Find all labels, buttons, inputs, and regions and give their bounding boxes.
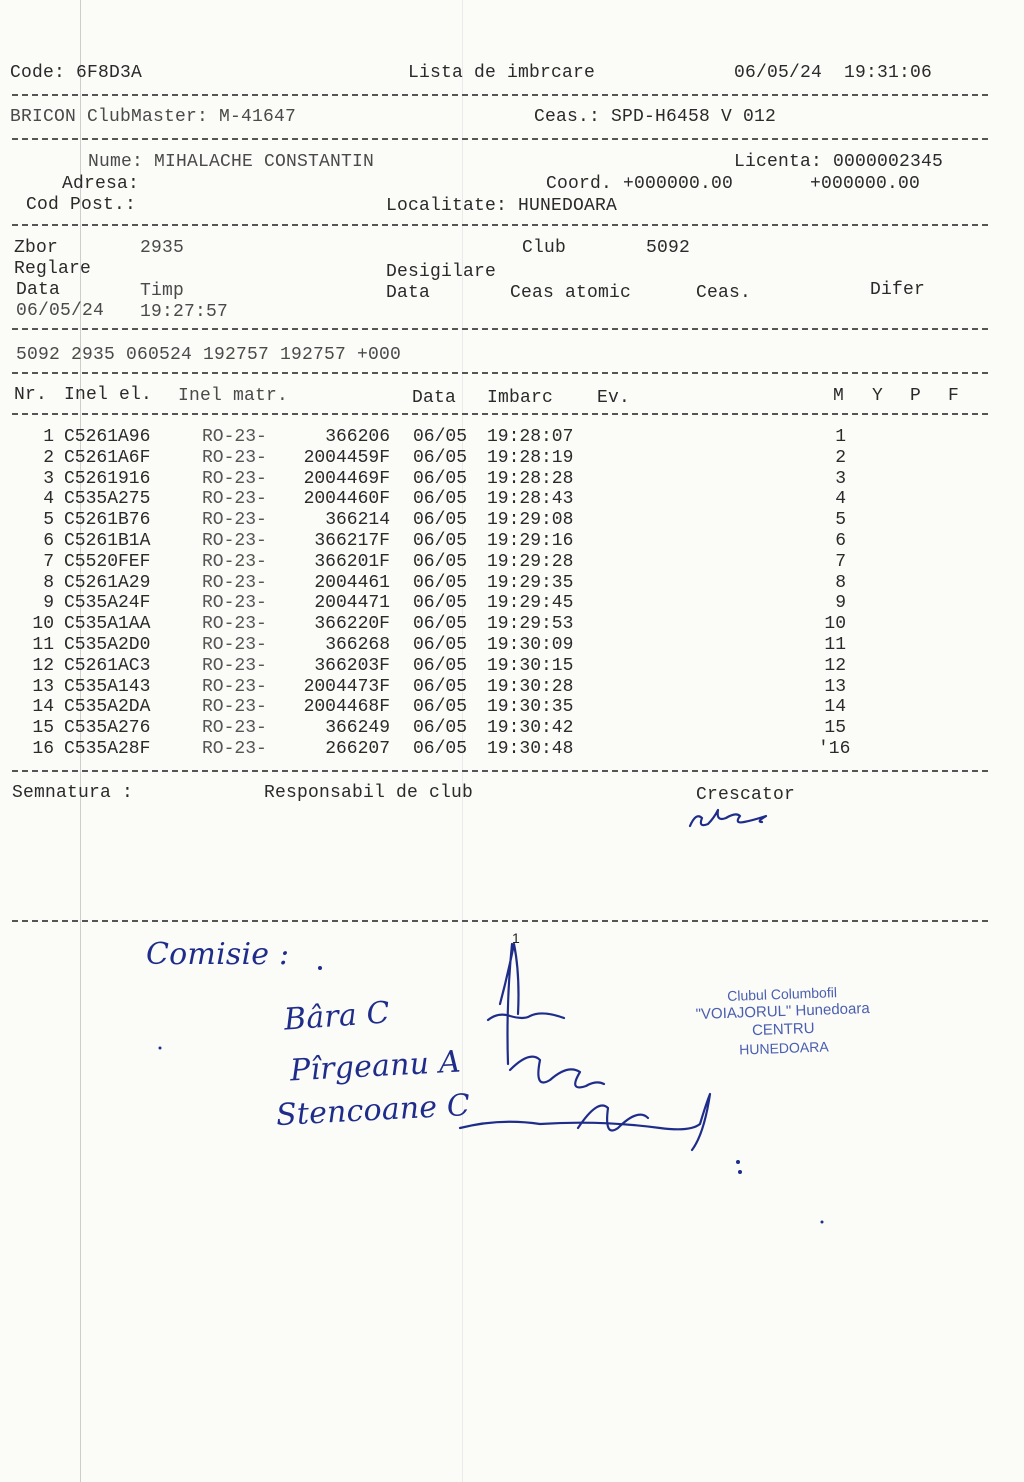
ring-number: 366249 [325,718,390,739]
ring-prefix: RO-23- [202,427,267,447]
arrival-date: 06/05 [413,655,468,676]
row-number: 8 [43,572,54,593]
ring-number: 366206 [325,427,390,447]
stamp-line: CENTRU [751,1019,815,1040]
ring-number: 366201F [314,551,390,572]
flight-number: 2935 [140,238,185,258]
row-number: 16 [32,739,54,759]
position-m: 10 [824,614,846,635]
document-title: Lista de imbrcare [408,63,596,83]
desigilare-date-label: Data [386,283,431,303]
ring-number: 2004473F [303,676,390,697]
ring-number: 2004471 [314,593,390,614]
electronic-ring: C5261A6F [64,447,151,468]
arrival-time: 19:30:42 [487,718,574,739]
ring-prefix: RO-23- [202,614,267,635]
electronic-ring: C535A2D0 [64,635,151,655]
ring-prefix: RO-23- [202,635,267,655]
address-label: Adresa: [62,174,140,194]
breeder-signature [690,810,766,826]
arrival-date: 06/05 [413,676,468,697]
responsible-label: Responsabil de club [264,783,474,803]
postal-code-label: Cod Post.: [26,195,137,215]
reglare-date: 06/05/24 [16,301,105,321]
arrival-date: 06/05 [413,635,468,655]
signature-stroke [460,1094,710,1150]
position-m: '16 [818,739,851,759]
commission-label: Comisie : [146,937,290,972]
breeder-label: Crescator [696,785,796,805]
row-number: 5 [43,510,54,531]
position-m: 13 [824,676,846,697]
flight-label: Zbor [14,238,59,258]
stamp-line: Clubul Columbofil [726,984,838,1004]
electronic-ring: C5520FEF [64,551,151,572]
arrival-date: 06/05 [413,718,468,739]
col-imbarc: Imbarc [487,388,554,408]
ring-number: 2004459F [303,447,390,468]
col-data: Data [412,388,457,408]
col-f: F [948,386,960,406]
ring-prefix: RO-23- [202,468,267,489]
code-label: Code: 6F8D3A [10,63,143,83]
arrival-time: 19:28:07 [487,427,574,447]
arrival-time: 19:28:43 [487,489,574,510]
ring-number: 2004460F [303,489,390,510]
arrival-date: 06/05 [413,739,468,759]
ring-prefix: RO-23- [202,510,267,531]
col-nr: Nr. [14,385,48,405]
ring-prefix: RO-23- [202,739,267,759]
electronic-ring: C535A24F [64,593,151,614]
position-m: 2 [835,447,846,468]
row-number: 11 [32,635,54,655]
col-ev: Ev. [597,388,631,408]
ring-prefix: RO-23- [202,655,267,676]
signature-stroke [578,1106,648,1131]
ring-prefix: RO-23- [202,697,267,718]
col-y: Y [872,386,884,406]
arrival-date: 06/05 [413,447,468,468]
arrival-date: 06/05 [413,468,468,489]
reglare-date-label: Data [16,280,61,300]
arrival-date: 06/05 [413,427,468,447]
ring-number: 366203F [314,655,390,676]
desigilare-label: Desigilare [386,262,497,282]
ring-number: 366268 [325,635,390,655]
license-number: Licenta: 0000002345 [734,152,944,172]
arrival-date: 06/05 [413,593,468,614]
ring-number: 2004461 [314,572,390,593]
ring-prefix: RO-23- [202,447,267,468]
position-m: 7 [835,551,846,572]
row-number: 12 [32,655,54,676]
position-m: 4 [835,489,846,510]
page-mark: 1 [512,930,520,946]
summary-line: 5092 2935 060524 192757 192757 +000 [16,345,402,365]
row-number: 2 [43,447,54,468]
electronic-ring: C535A276 [64,718,151,739]
position-m: 14 [824,697,846,718]
signature-stroke [510,1057,604,1088]
ring-prefix: RO-23- [202,531,267,551]
position-m: 11 [824,635,846,655]
col-inel-el: Inel el. [64,385,153,405]
difference-label: Difer [870,280,926,300]
row-number: 10 [32,614,54,635]
arrival-time: 19:30:48 [487,739,574,759]
row-number: 4 [43,489,54,510]
ring-prefix: RO-23- [202,572,267,593]
position-m: 3 [835,468,846,489]
position-m: 1 [835,427,846,447]
position-m: 12 [824,655,846,676]
arrival-time: 19:30:15 [487,655,574,676]
col-inel-matr: Inel matr. [178,386,289,406]
electronic-ring: C5261916 [64,468,151,489]
reglare-label: Reglare [14,259,92,279]
signature-label: Semnatura : [12,783,134,803]
position-m: 8 [835,572,846,593]
signature-stroke [488,1013,564,1020]
ring-prefix: RO-23- [202,676,267,697]
row-number: 13 [32,676,54,697]
arrival-time: 19:29:53 [487,614,574,635]
row-number: 15 [32,718,54,739]
position-m: 15 [824,718,846,739]
ring-number: 366217F [314,531,390,551]
arrival-time: 19:28:19 [487,447,574,468]
ring-number: 366214 [325,510,390,531]
owner-name: Nume: MIHALACHE CONSTANTIN [88,152,375,172]
reglare-time-label: Timp [140,281,185,301]
club-number: 5092 [646,238,691,258]
atomic-clock-label: Ceas atomic [510,283,632,303]
ring-number: 366220F [314,614,390,635]
ring-number: 2004469F [303,468,390,489]
electronic-ring: C5261A96 [64,427,151,447]
club-label: Club [522,238,567,258]
ring-prefix: RO-23- [202,718,267,739]
responsible-signature [500,944,519,1064]
electronic-ring: C535A1AA [64,614,151,635]
clock-label: Ceas. [696,283,752,303]
col-m: M [833,386,845,406]
row-number: 6 [43,531,54,551]
clubmaster-id: BRICON ClubMaster: M-41647 [10,107,297,127]
row-number: 1 [43,427,54,447]
electronic-ring: C5261B1A [64,531,151,551]
electronic-ring: C535A2DA [64,697,151,718]
arrival-time: 19:29:45 [487,593,574,614]
ring-number: 2004468F [303,697,390,718]
arrival-date: 06/05 [413,697,468,718]
ring-prefix: RO-23- [202,593,267,614]
arrival-time: 19:29:28 [487,551,574,572]
commission-member-2: Pîrgeanu A [289,1044,462,1089]
arrival-date: 06/05 [413,551,468,572]
ring-prefix: RO-23- [202,551,267,572]
clock-id: Ceas.: SPD-H6458 V 012 [534,107,777,127]
arrival-date: 06/05 [413,510,468,531]
arrival-date: 06/05 [413,614,468,635]
arrival-time: 19:29:35 [487,572,574,593]
coordinate-lon: +000000.00 [810,174,921,194]
arrival-time: 19:29:16 [487,531,574,551]
print-datetime: 06/05/24 19:31:06 [734,63,933,83]
position-m: 6 [835,531,846,551]
stamp-line: "VOIAJORUL" Hunedoara [695,999,870,1024]
arrival-time: 19:30:35 [487,697,574,718]
row-number: 3 [43,468,54,489]
locality: Localitate: HUNEDOARA [386,196,618,216]
arrival-date: 06/05 [413,489,468,510]
ring-prefix: RO-23- [202,489,267,510]
electronic-ring: C535A275 [64,489,151,510]
position-m: 5 [835,510,846,531]
arrival-date: 06/05 [413,572,468,593]
col-p: P [910,386,922,406]
commission-member-3: Stencoane C [275,1087,471,1134]
commission-member-1: Bâra C [282,995,391,1038]
arrival-time: 19:30:28 [487,676,574,697]
electronic-ring: C5261B76 [64,510,151,531]
electronic-ring: C535A143 [64,676,151,697]
arrival-time: 19:28:28 [487,468,574,489]
arrival-time: 19:29:08 [487,510,574,531]
coordinate-lat: Coord. +000000.00 [546,174,734,194]
row-number: 7 [43,551,54,572]
electronic-ring: C535A28F [64,739,151,759]
position-m: 9 [835,593,846,614]
electronic-ring: C5261AC3 [64,655,151,676]
row-number: 14 [32,697,54,718]
arrival-date: 06/05 [413,531,468,551]
stamp-line: HUNEDOARA [738,1038,829,1058]
reglare-time: 19:27:57 [140,302,229,322]
arrival-time: 19:30:09 [487,635,574,655]
row-number: 9 [43,593,54,614]
ring-number: 266207 [325,739,390,759]
electronic-ring: C5261A29 [64,572,151,593]
